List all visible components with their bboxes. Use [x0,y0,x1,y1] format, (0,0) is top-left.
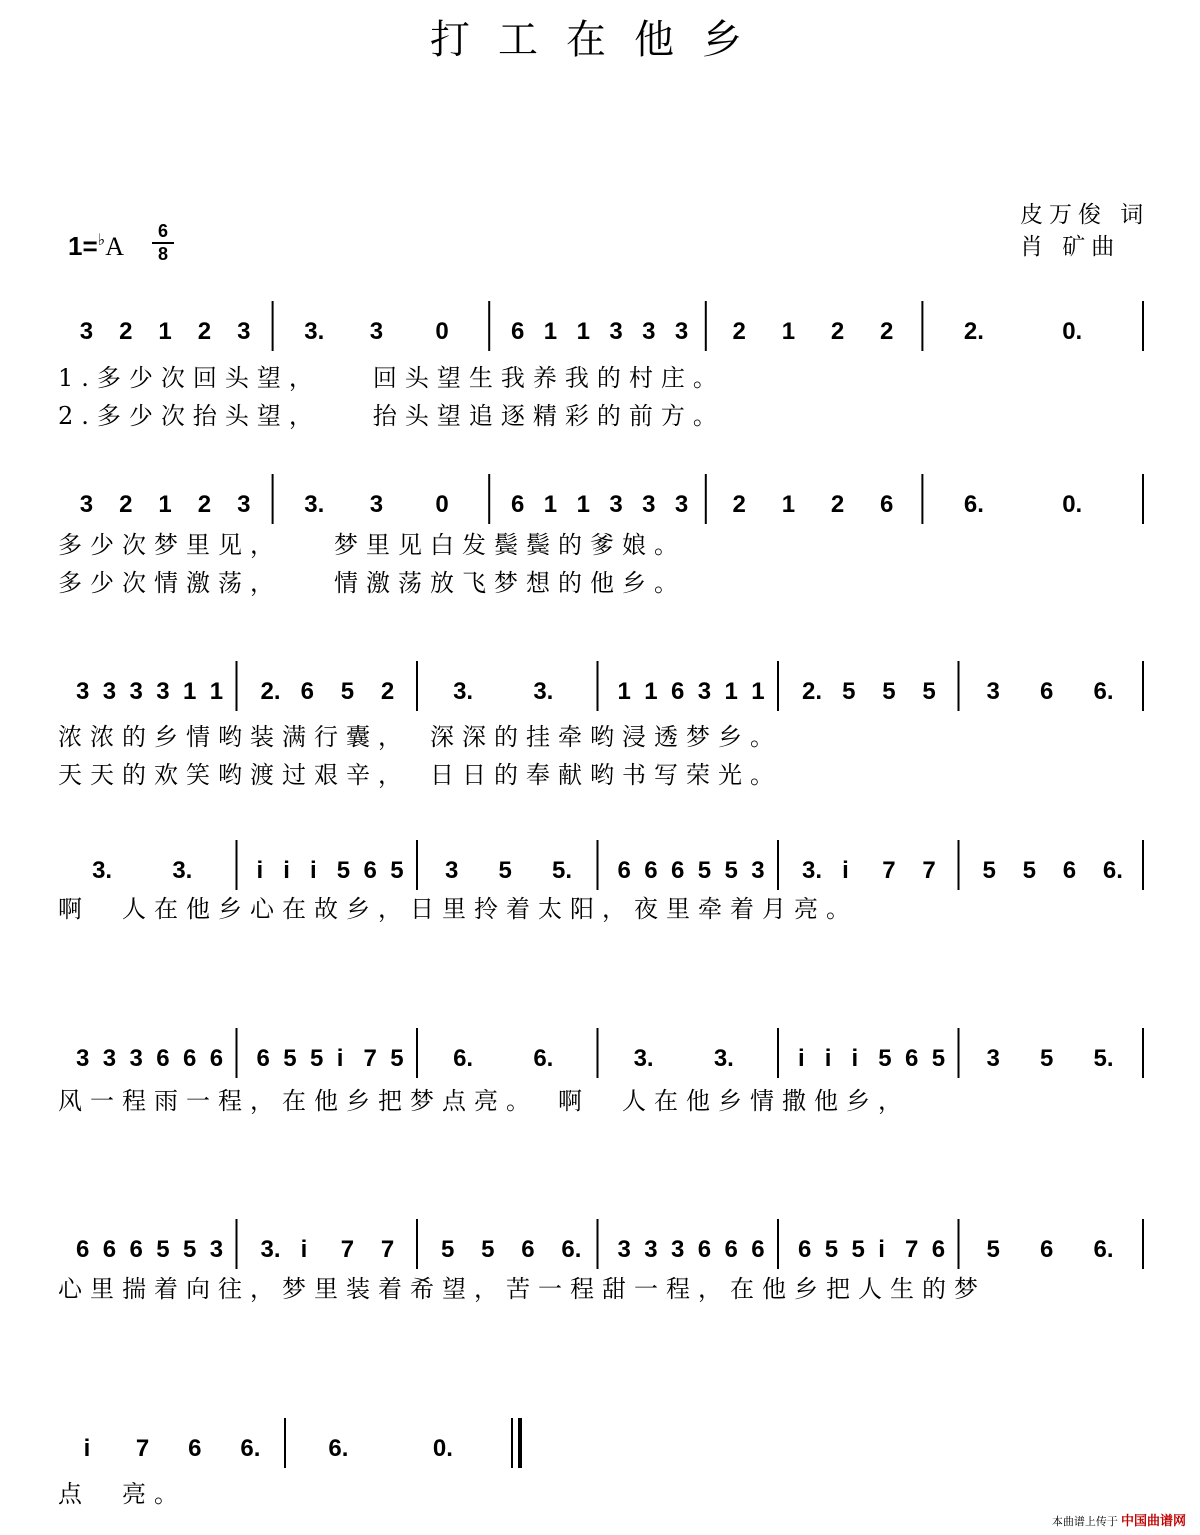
note: 6 [256,1045,270,1072]
note: i [851,1045,859,1072]
note: 3 [76,1045,90,1072]
note: 5 [982,857,996,884]
note: 5 [882,678,896,705]
note: 2 [732,318,746,345]
note: 5 [390,1045,404,1072]
lyric-line: 心里揣着向往，梦里装着希望，苦一程甜一程，在他乡把人生的梦 [58,1275,986,1303]
note: 3 [129,1045,143,1072]
note: 3 [445,857,459,884]
note: 5 [842,678,856,705]
note: 2 [119,491,133,518]
note: 3 [671,1236,685,1263]
note: 7 [135,1435,150,1462]
note: i [798,1045,805,1072]
note: 1 [751,678,765,705]
note: 6 [511,318,525,345]
note: 1 [158,491,172,518]
note: 0. [1062,491,1083,518]
note: 7 [882,857,896,884]
note: 3. [802,857,823,884]
note: 5 [310,1045,324,1072]
note: 1 [781,318,796,345]
note: 3 [79,318,94,345]
note: 5 [851,1236,865,1263]
note: 6 [1062,857,1077,884]
note: 1 [576,318,590,345]
note: 3 [617,1236,631,1263]
note: 5 [336,857,351,884]
note: 3. [633,1045,654,1072]
note: 3. [453,678,474,705]
note: 2. [963,318,984,345]
meter-numerator: 6 [157,221,168,241]
lyric-line: 多少次情激荡， 情激荡放飞梦想的他乡。 [58,569,686,597]
key-prefix: 1= [68,231,98,261]
key-note: A [105,232,124,261]
note: 3 [609,491,623,518]
note: 2. [802,678,823,705]
note: i [256,857,264,884]
note: 7 [905,1236,919,1263]
note: 6 [879,491,894,518]
note: i [310,857,317,884]
note: 5 [931,1045,946,1072]
note: 3. [304,491,325,518]
note: 1 [644,678,658,705]
note: 5 [824,1236,839,1263]
lyric-line: 点 亮。 [58,1480,186,1508]
note: 6 [300,678,315,705]
note: 6 [905,1045,919,1072]
note: 0. [432,1435,453,1462]
note: 6. [328,1435,349,1462]
note: 3 [102,1045,117,1072]
note: 2 [197,318,212,345]
note: 6 [521,1236,535,1263]
note: 6. [1093,1236,1114,1263]
note: 6 [644,857,658,884]
lyric-line: 多少次梦里见， 梦里见白发鬓鬓的爹娘。 [58,531,686,559]
score-title: 打工在他乡 [430,17,770,63]
note: 3 [369,491,384,518]
note: 3 [751,857,765,884]
note: i [842,857,849,884]
note: 5 [441,1236,455,1263]
note: 3 [76,678,90,705]
note: 3 [237,318,251,345]
note: 6. [1093,678,1114,705]
note: 3 [644,1236,658,1263]
lyric-line: 浓浓的乡情哟装满行囊， 深深的挂牵哟浸透梦乡。 [58,723,782,751]
note: 0 [435,318,449,345]
note: 3 [986,678,1000,705]
note: 2 [380,678,395,705]
note: 5 [1022,857,1037,884]
note: 2 [830,491,845,518]
note: 1 [158,318,172,345]
note: 6 [363,857,377,884]
note: 5. [1093,1045,1114,1072]
footer-watermark [1052,1510,1186,1529]
lyric-line: 1.多少次回头望， 回头望生我养我的村庄。 [58,364,725,392]
note: 3. [172,857,193,884]
note: 6 [129,1236,143,1263]
lyric-line: 啊 人在他乡心在故乡，日里拎着太阳，夜里牵着月亮。 [58,895,858,923]
note: 3 [642,491,656,518]
meter-denominator: 8 [157,244,168,264]
lyric-line: 风一程雨一程，在他乡把梦点亮。 啊 人在他乡情撒他乡， [58,1087,910,1115]
flat-sign: ♭ [97,232,106,249]
note: i [300,1236,308,1263]
note: i [283,857,290,884]
footer-brand: 中国曲谱网 [1120,1513,1186,1528]
note: 5 [340,678,355,705]
note: 6 [1040,1236,1054,1263]
note: 6 [751,1236,765,1263]
note: 3. [92,857,113,884]
note: 2 [197,491,212,518]
note: 6 [671,857,685,884]
note: 0 [435,491,449,518]
note: i [878,1236,885,1263]
note: 6 [156,1045,170,1072]
note: 3 [697,678,712,705]
note: 3 [209,1236,224,1263]
note: 7 [380,1236,395,1263]
lyric-line: 天天的欢笑哟渡过艰辛， 日日的奉献哟书写荣光。 [58,761,782,789]
note: 3 [674,491,689,518]
note: 3. [713,1045,734,1072]
note: 5 [390,857,404,884]
note: 2. [260,678,281,705]
note: 2 [830,318,845,345]
note: 7 [922,857,936,884]
note: 2 [879,318,894,345]
note: 6 [183,1045,197,1072]
note: 6. [561,1236,582,1263]
note: 6 [209,1045,224,1072]
note: 6 [798,1236,812,1263]
note: 1 [617,678,631,705]
note: 0. [1062,318,1083,345]
note: 5 [498,857,512,884]
note: 3 [156,678,170,705]
note: 3 [79,491,94,518]
note: 3. [260,1236,281,1263]
note: 3 [129,678,143,705]
note: 6 [188,1435,202,1462]
note: 1 [576,491,590,518]
note: 1 [781,491,796,518]
note: 6 [102,1236,117,1263]
note: 5 [697,857,712,884]
note: 6 [697,1236,712,1263]
note: 3 [674,318,689,345]
note: 3 [609,318,623,345]
note: 3 [369,318,384,345]
note: 3. [533,678,554,705]
composer-credit: 肖 矿曲 [1020,234,1121,260]
note: 1 [543,491,558,518]
note: 5 [986,1236,1000,1263]
note: 6. [963,491,984,518]
note: 1 [209,678,224,705]
note: 3 [642,318,656,345]
note: 1 [183,678,197,705]
note: i [336,1045,344,1072]
note: 6 [1040,678,1054,705]
note: 5 [724,857,738,884]
note: 7 [363,1045,377,1072]
note: 6 [76,1236,90,1263]
note: 6 [671,678,685,705]
note: 2 [732,491,746,518]
note: 7 [340,1236,355,1263]
note: 3 [986,1045,1000,1072]
note: 6. [453,1045,474,1072]
note: 6 [617,857,631,884]
note: 6 [511,491,525,518]
note: 6. [240,1435,261,1462]
note: 5 [878,1045,892,1072]
note: 5 [922,678,936,705]
note: 3 [102,678,117,705]
note: 2 [119,318,133,345]
note: 6 [724,1236,738,1263]
note: 1 [724,678,738,705]
note: 6. [1102,857,1123,884]
lyricist-credit: 皮万俊 词 [1020,202,1150,228]
note: i [824,1045,832,1072]
footer-text: 本曲谱上传于 [1051,1516,1118,1528]
note: 1 [543,318,558,345]
note: 5 [183,1236,197,1263]
note: 5 [156,1236,170,1263]
note: 5. [552,857,573,884]
note: 5 [1040,1045,1054,1072]
note: i [83,1435,91,1462]
lyric-line: 2.多少次抬头望， 抬头望追逐精彩的前方。 [58,402,725,430]
note: 5 [481,1236,495,1263]
note: 6. [533,1045,554,1072]
note: 3. [304,318,325,345]
note: 3 [237,491,251,518]
note: 5 [283,1045,297,1072]
note: 6 [931,1236,946,1263]
